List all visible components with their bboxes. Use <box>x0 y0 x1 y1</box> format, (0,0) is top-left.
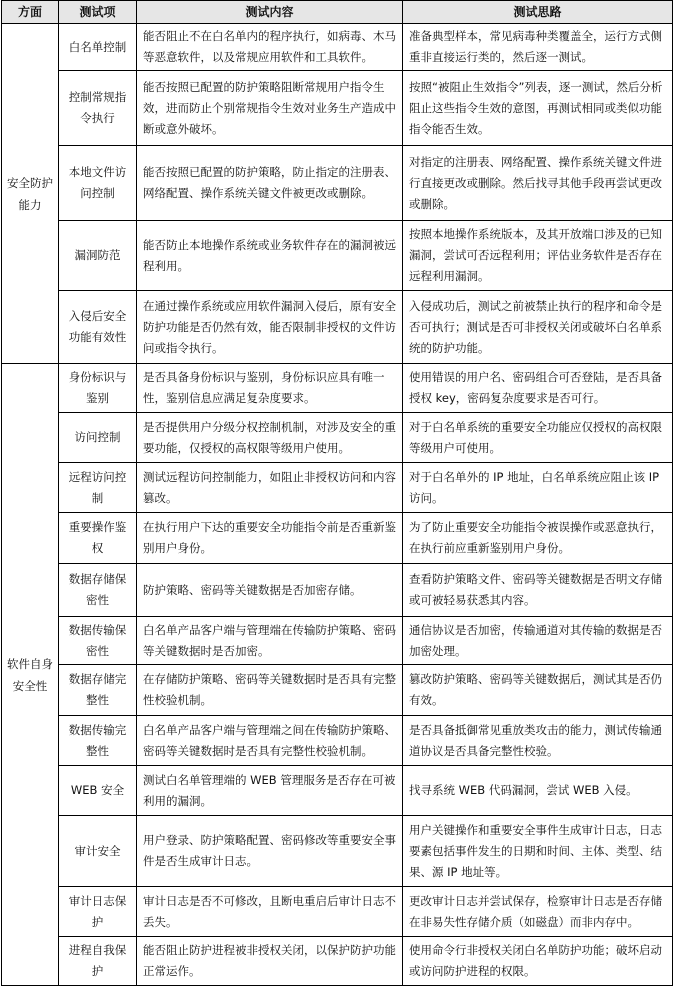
test-item: 漏洞防范 <box>59 221 137 291</box>
test-item: 审计日志保护 <box>59 887 137 937</box>
test-item: 身份标识与鉴别 <box>59 364 137 413</box>
test-item: 远程访问控制 <box>59 463 137 513</box>
test-approach: 对于白名单外的 IP 地址，白名单系统应阻止该 IP 访问。 <box>403 463 673 513</box>
test-item: 本地文件访问控制 <box>59 146 137 221</box>
test-item: 重要操作鉴权 <box>59 513 137 564</box>
table-row <box>2 221 673 291</box>
test-item: 数据存储保密性 <box>59 564 137 617</box>
table-row <box>2 291 673 364</box>
test-content: 能否按照已配置的防护策略阻断常规用户指令生效，进而防止个别常规指令生效对业务生产造成中断或意外破坏。 <box>137 71 403 146</box>
test-approach: 篡改防护策略、密码等关键数据后，测试其是否仍有效。 <box>403 665 673 716</box>
test-content: 在通过操作系统或应用软件漏洞入侵后，原有安全防护功能是否仍然有效，能否限制非授权的文件访问或指令执行。 <box>137 291 403 364</box>
test-approach: 通信协议是否加密，传输通道对其传输的数据是否加密处理。 <box>403 617 673 665</box>
table-row <box>2 146 673 221</box>
test-item: 控制常规指令执行 <box>59 71 137 146</box>
test-item: 访问控制 <box>59 413 137 463</box>
test-approach: 为了防止重要安全功能指令被误操作或恶意执行，在执行前应重新鉴别用户身份。 <box>403 513 673 564</box>
test-approach: 是否具备抵御常见重放类攻击的能力，测试传输通道协议是否具备完整性校验。 <box>403 716 673 766</box>
table-row <box>2 617 673 665</box>
test-approach: 使用错误的用户名、密码组合可否登陆，是否具备授权 key，密码复杂度要求是否可行。 <box>403 364 673 413</box>
test-content: 是否提供用户分级分权控制机制，对涉及安全的重要功能，仅授权的高权限等级用户使用。 <box>137 413 403 463</box>
test-content: 用户登录、防护策略配置、密码修改等重要安全事件是否生成审计日志。 <box>137 816 403 887</box>
header-aspect: 方面 <box>2 1 59 24</box>
test-approach: 更改审计日志并尝试保存，检察审计日志是否存储在非易失性存储介质（如磁盘）而非内存中。 <box>403 887 673 937</box>
test-approach: 按照本地操作系统版本，及其开放端口涉及的已知漏洞，尝试可否远程利用；评估业务软件是否存在远程利用漏洞。 <box>403 221 673 291</box>
table-row <box>2 716 673 766</box>
test-content: 测试白名单管理端的 WEB 管理服务是否存在可被利用的漏洞。 <box>137 766 403 816</box>
test-item: 数据传输保密性 <box>59 617 137 665</box>
table-row <box>2 564 673 617</box>
test-content: 防护策略、密码等关键数据是否加密存储。 <box>137 564 403 617</box>
test-item: 审计安全 <box>59 816 137 887</box>
test-content: 测试远程访问控制能力，如阻止非授权访问和内容篡改。 <box>137 463 403 513</box>
test-content: 审计日志是否不可修改，且断电重启后审计日志不丢失。 <box>137 887 403 937</box>
test-content: 在执行用户下达的重要安全功能指令前是否重新鉴别用户身份。 <box>137 513 403 564</box>
test-item: 数据传输完整性 <box>59 716 137 766</box>
table-row <box>2 364 673 413</box>
header-test-approach: 测试思路 <box>403 1 673 24</box>
test-approach: 对于白名单系统的重要安全功能应仅授权的高权限等级用户可使用。 <box>403 413 673 463</box>
table-row <box>2 513 673 564</box>
table-row <box>2 413 673 463</box>
test-approach: 找寻系统 WEB 代码漏洞，尝试 WEB 入侵。 <box>403 766 673 816</box>
test-item: 白名单控制 <box>59 24 137 71</box>
category-software-self-security: 软件自身安全性 <box>2 364 59 986</box>
table-row <box>2 665 673 716</box>
header-test-content: 测试内容 <box>137 1 403 24</box>
test-approach: 入侵成功后，测试之前被禁止执行的程序和命令是否可执行；测试是否可非授权关闭或破坏白名单系统的防护功能。 <box>403 291 673 364</box>
test-item: WEB 安全 <box>59 766 137 816</box>
header-test-item: 测试项 <box>59 1 137 24</box>
test-approach: 对指定的注册表、网络配置、操作系统关键文件进行直接更改或删除。然后找寻其他手段再尝试更改或删除。 <box>403 146 673 221</box>
test-item: 数据存储完整性 <box>59 665 137 716</box>
test-item: 入侵后安全功能有效性 <box>59 291 137 364</box>
table-header-row <box>2 1 673 24</box>
table-row <box>2 71 673 146</box>
test-content: 白名单产品客户端与管理端之间在传输防护策略、密码等关键数据时是否具有完整性校验机制。 <box>137 716 403 766</box>
test-content: 能否阻止防护进程被非授权关闭，以保护防护功能正常运作。 <box>137 937 403 986</box>
test-approach: 按照“被阻止生效指令”列表，逐一测试，然后分析阻止这些指令生效的意图，再测试相同或类似功能指令能否生效。 <box>403 71 673 146</box>
test-content: 能否阻止不在白名单内的程序执行，如病毒、木马等恶意软件，以及常规应用软件和工具软件。 <box>137 24 403 71</box>
test-content: 能否按照已配置的防护策略，防止指定的注册表、网络配置、操作系统关键文件被更改或删除。 <box>137 146 403 221</box>
test-approach: 用户关键操作和重要安全事件生成审计日志，日志要素包括事件发生的日期和时间、主体、类型、结果、源 IP 地址等。 <box>403 816 673 887</box>
table-row <box>2 24 673 71</box>
test-item: 进程自我保护 <box>59 937 137 986</box>
table-row <box>2 937 673 986</box>
test-approach: 使用命令行非授权关闭白名单防护功能；破坏启动或访问防护进程的权限。 <box>403 937 673 986</box>
test-content: 在存储防护策略、密码等关键数据时是否具有完整性校验机制。 <box>137 665 403 716</box>
table-row <box>2 887 673 937</box>
test-content: 是否具备身份标识与鉴别，身份标识应具有唯一性，鉴别信息应满足复杂度要求。 <box>137 364 403 413</box>
test-content: 能否防止本地操作系统或业务软件存在的漏洞被远程利用。 <box>137 221 403 291</box>
table-row <box>2 766 673 816</box>
security-test-table <box>1 0 673 986</box>
category-protection-capability: 安全防护能力 <box>2 24 59 364</box>
table-row <box>2 463 673 513</box>
test-content: 白名单产品客户端与管理端在传输防护策略、密码等关键数据时是否加密。 <box>137 617 403 665</box>
test-approach: 查看防护策略文件、密码等关键数据是否明文存储或可被轻易获悉其内容。 <box>403 564 673 617</box>
table-row <box>2 816 673 887</box>
test-approach: 准备典型样本，常见病毒种类覆盖全，运行方式侧重非直接运行类的，然后逐一测试。 <box>403 24 673 71</box>
